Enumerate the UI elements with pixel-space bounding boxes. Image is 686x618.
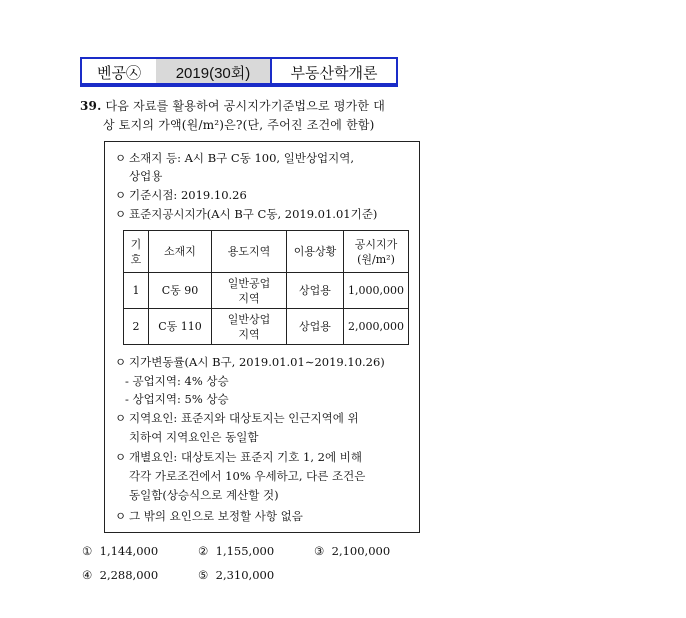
condition-other: ㅇ 그 밖의 요인으로 보정할 사항 없음	[115, 509, 303, 523]
condition-industrial: - 공업지역: 4% 상승	[125, 374, 229, 388]
condition-location-cont: 상업용	[129, 169, 163, 183]
choice-1[interactable]: ① 1,144,000	[82, 544, 159, 558]
th-location: 소재지	[149, 231, 212, 273]
table-row: 2 C동 110 일반상업 지역 상업용 2,000,000	[124, 309, 409, 345]
condition-commercial: - 상업지역: 5% 상승	[125, 392, 229, 406]
condition-regional: ㅇ 지역요인: 표준지와 대상토지는 인근지역에 위	[115, 411, 359, 425]
condition-land-change: ㅇ 지가변동률(A시 B구, 2019.01.01∼2019.10.26)	[115, 355, 385, 369]
choice-4[interactable]: ④ 2,288,000	[82, 568, 159, 582]
subject-title: 부동산학개론	[270, 57, 398, 87]
table-header-row	[124, 231, 409, 273]
th-price: 공시지가 (원/m²)	[344, 231, 409, 273]
choice-5[interactable]: ⑤ 2,310,000	[198, 568, 275, 582]
standard-land-table	[123, 230, 409, 345]
question-text	[80, 97, 420, 135]
condition-individual-cont2: 동일함(상승식으로 계산할 것)	[129, 488, 279, 502]
header-underline	[80, 83, 398, 86]
subject-tag: 벤공㉦	[80, 57, 156, 87]
choice-2[interactable]: ② 1,155,000	[198, 544, 275, 558]
condition-regional-cont: 치하여 지역요인은 동일함	[129, 430, 259, 444]
condition-individual-cont1: 각각 가로조건에서 10% 우세하고, 다른 조건은	[129, 469, 366, 483]
th-zone: 용도지역	[212, 231, 287, 273]
exam-header	[80, 57, 398, 85]
question-line-1: 다음 자료를 활용하여 공시지가기준법으로 평가한 대	[105, 99, 385, 113]
exam-year: 2019(30회)	[156, 57, 270, 87]
th-use: 이용상황	[287, 231, 344, 273]
question-line-2: 상 토지의 가액(원/m²)은?(단, 주어진 조건에 한함)	[103, 118, 375, 132]
choice-3[interactable]: ③ 2,100,000	[314, 544, 391, 558]
table-row: 1 C동 90 일반공업 지역 상업용 1,000,000	[124, 273, 409, 309]
condition-location: ㅇ 소재지 등: A시 B구 C동 100, 일반상업지역,	[115, 151, 355, 165]
condition-base-date: ㅇ 기준시점: 2019.10.26	[115, 188, 247, 202]
condition-standard-price: ㅇ 표준지공시지가(A시 B구 C동, 2019.01.01기준)	[115, 207, 378, 221]
question-number: 39.	[80, 99, 102, 113]
condition-individual: ㅇ 개별요인: 대상토지는 표준지 기호 1, 2에 비해	[115, 450, 362, 464]
th-symbol: 기 호	[124, 231, 149, 273]
conditions-box	[104, 141, 420, 533]
